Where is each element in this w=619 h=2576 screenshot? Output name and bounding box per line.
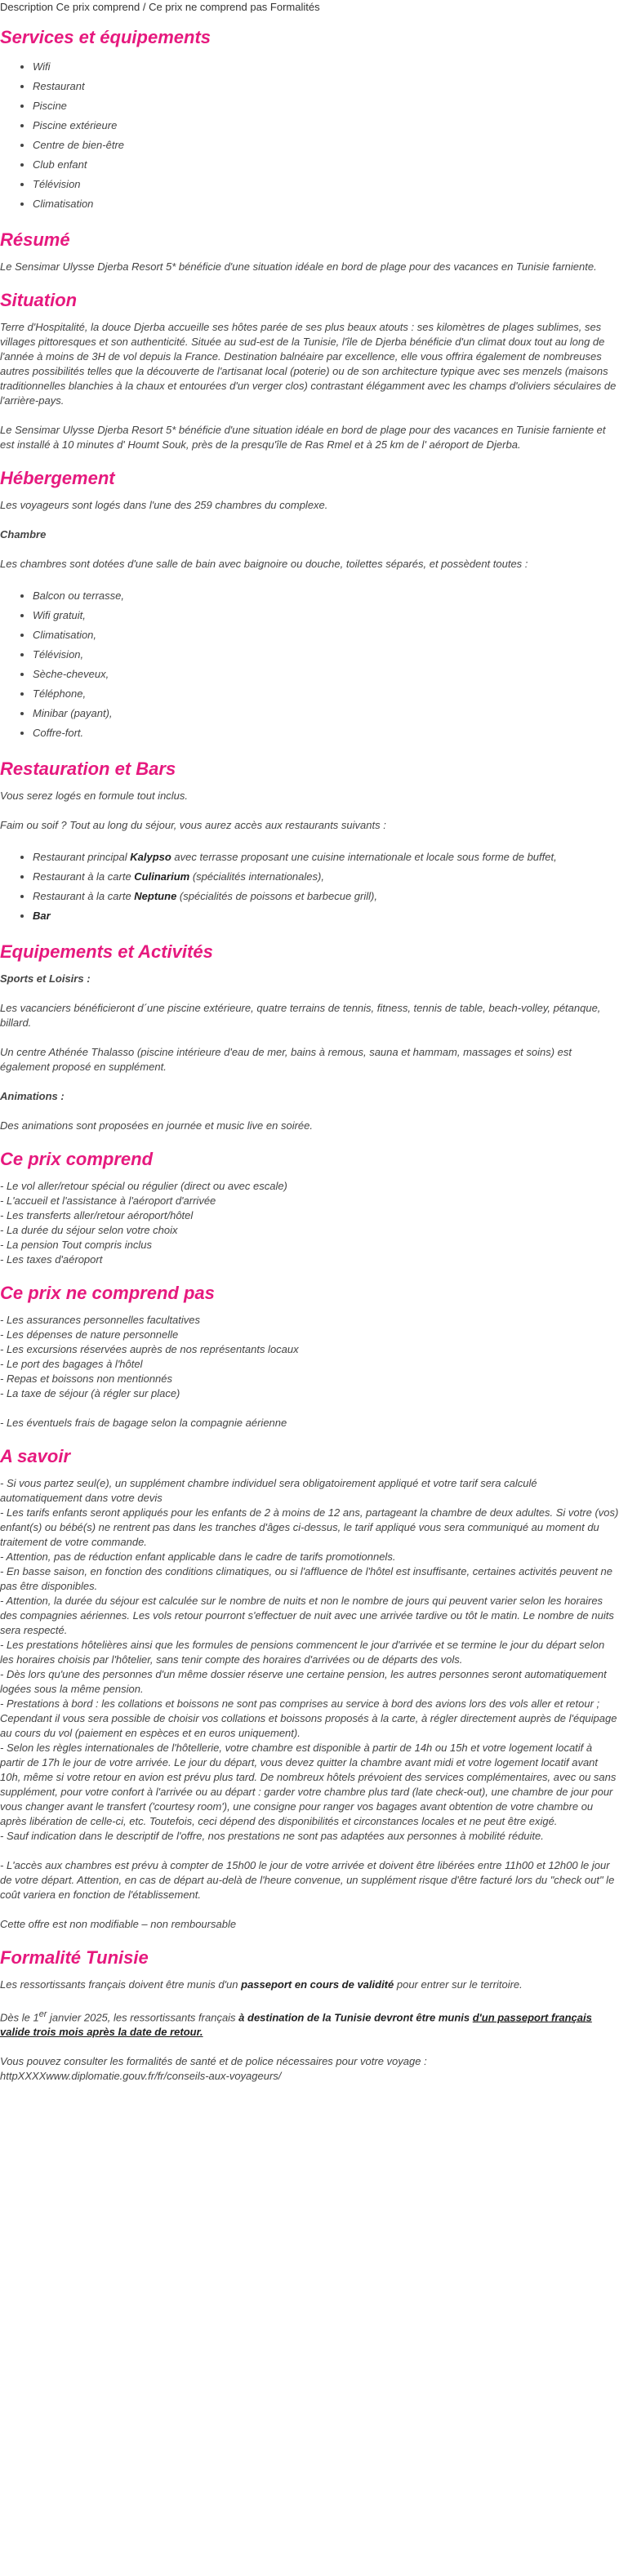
savoir-line: - Attention, pas de réduction enfant applicable dans le cadre de tarifs promotionnels. (0, 1550, 396, 1563)
amenity-item: • Télévision, (33, 645, 619, 665)
excluded-item: - Les assurances personnelles facultatives (0, 1314, 200, 1326)
savoir-line: - Si vous partez seul(e), un supplément chambre individuel sera obligatoirement appliqué et votre tarif sera calculé automatiquement dans votre devis (0, 1477, 537, 1504)
savoir-title: A savoir (0, 1446, 71, 1466)
excluded-item: - Repas et boissons non mentionnés (0, 1373, 173, 1385)
services-title: Services et équipements (0, 27, 212, 47)
formalite-text: pour entrer sur le territoire. (394, 1978, 523, 1991)
restauration-title: Restauration et Bars (0, 759, 176, 779)
restaurant-item: • Bar (33, 906, 619, 926)
excluded-item: - Le port des bagages à l'hôtel (0, 1358, 143, 1370)
restauration-intro: Faim ou soif ? Tout au long du séjour, vous aurez accès aux restaurants suivants : (0, 819, 386, 831)
formalite-consult (0, 2054, 619, 2084)
excluded-item: - Les excursions réservées auprès de nos représentants locaux (0, 1343, 299, 1355)
equipements-title: Equipements et Activités (0, 941, 213, 962)
ne-comprend-extra: - Les éventuels frais de bagage selon la compagnie aérienne (0, 1417, 287, 1429)
savoir-line: - Attention, la durée du séjour est calculée sur le nombre de nuits et non le nombre de jours qui peuvent varier selon les horaires des compagnies aériennes. Les vols retour pourront s'effectuer de nuit avec une arrivée tardive ou tôt le matin. Le nombre de nuits sera respecté. (0, 1595, 614, 1636)
comprend-list (0, 1179, 619, 1267)
service-item: • Piscine (33, 96, 619, 116)
service-item: • Centre de bien-être (33, 136, 619, 155)
savoir-line: - Prestations à bord : les collations et boissons ne sont pas comprises au service à bord des avions lors des vols aller et retour ; Cependant il vous sera possible de choisir vos collations et boissons proposés à la carte, à régler directement auprès de l'équipage au cours du vol (paiement en espèces et en euros uniquement). (0, 1697, 617, 1739)
formalite-text: Les ressortissants français doivent être munis d'un (0, 1978, 242, 1991)
service-item: • Restaurant (33, 77, 619, 96)
savoir-paragraph-1 (0, 1476, 619, 1844)
amenity-item: • Sèche-cheveux, (33, 665, 619, 684)
savoir-line: - Selon les règles internationales de l'hôtellerie, votre chambre est disponible à partir de 14h ou 15h et votre logement locatif à partir de 17h le jour de votre arrivée. Le jour du départ, vous devez quitter la chambre avant midi et votre logement locatif avant 10h, même si votre retour en avion est prévu plus tard. De nombreux hôtels prévoient des services complémentaires, avec ou sans supplément, pour votre confort à l'arrivée ou au départ : garder votre chambre plus tard (late check-out), une chambre de jour pour vous changer avant le transfert ('courtesy room'), une consigne pour ranger vos bagages avant obtention de votre chambre ou après libération de celle-ci, etc. Toutefois, ceci dépend des disponibilités et circonstances locales et ne peut être exigé. (0, 1742, 617, 1827)
included-item: - Le vol aller/retour spécial ou régulier (direct ou avec escale) (0, 1180, 287, 1192)
service-item: • Club enfant (33, 155, 619, 175)
formalite-underline: d'un passeport français valide trois mois après la date de retour. (0, 2011, 592, 2039)
savoir-line: - En basse saison, en fonction des conditions climatiques, ou si l'affluence de l'hôtel est insuffisante, certaines activités peuvent ne pas être disponibles. (0, 1565, 613, 1592)
resume-text: Le Sensimar Ulysse Djerba Resort 5* bénéficie d'une situation idéale en bord de plage pour des vacances en Tunisie farniente. (0, 260, 597, 273)
savoir-line: - Les tarifs enfants seront appliqués pour les enfants de 2 à moins de 12 ans, partageant la chambre de deux adultes. Si votre (vos) enfant(s) ou bébé(s) ne rentrent pas dans les tranches d'âges ci-dessus, le tarif appliqué vous sera communiqué au moment du traitement de votre commande. (0, 1506, 619, 1548)
animations-subtitle: Animations : (0, 1090, 65, 1102)
savoir-line: - Les prestations hôtelières ainsi que les formules de pensions commencent le jour d'arrivée et se termine le jour du départ selon les horaires choisis par l'hôtelier, sans tenir compte des horaires d'arrivées ou de départs des vols. (0, 1639, 605, 1666)
formalite-sup: er (38, 2009, 47, 2019)
chambre-amenities-list (0, 586, 619, 743)
amenity-item: • Téléphone, (33, 684, 619, 704)
included-item: - L'accueil et l'assistance à l'aéroport d'arrivée (0, 1195, 216, 1207)
restaurants-list (0, 848, 619, 926)
excluded-item: - Les dépenses de nature personnelle (0, 1328, 179, 1341)
ne-comprend-list (0, 1313, 619, 1401)
hebergement-intro: Les voyageurs sont logés dans l'une des 259 chambres du complexe. (0, 499, 328, 511)
formalite-text: Vous pouvez consulter les formalités de santé et de police nécessaires pour votre voyage : (0, 2055, 427, 2068)
resume-title: Résumé (0, 229, 70, 250)
service-item: • Piscine extérieure (33, 116, 619, 136)
services-list (0, 57, 619, 214)
included-item: - Les taxes d'aéroport (0, 1253, 103, 1266)
formalite-bold: passeport en cours de validité (241, 1978, 394, 1991)
savoir-paragraph-2: - L'accès aux chambres est prévu à compter de 15h00 le jour de votre arrivée et doivent être libérées entre 11h00 et 12h00 le jour de votre départ. Attention, en cas de départ au-delà de l'heure convenue, un supplément risque d'être facturé lors du "check out" le coût variera en fonction de l'établissement. (0, 1859, 615, 1901)
animations-text: Des animations sont proposées en journée et music live en soirée. (0, 1119, 313, 1132)
restaurant-item: • Restaurant à la carte Culinarium (spécialités internationales), (33, 867, 619, 887)
included-item: - Les transferts aller/retour aéroport/hôtel (0, 1209, 194, 1221)
restaurant-item: • Restaurant principal Kalypso avec terrasse proposant une cuisine internationale et locale sous forme de buffet, (33, 848, 619, 867)
formalite-text: Dès le 1 (0, 2011, 39, 2024)
hebergement-title: Hébergement (0, 468, 115, 488)
savoir-line: - Sauf indication dans le descriptif de l'offre, nos prestations ne sont pas adaptées aux personnes à mobilité réduite. (0, 1830, 544, 1842)
included-item: - La durée du séjour selon votre choix (0, 1224, 178, 1236)
chambre-subtitle: Chambre (0, 528, 47, 541)
amenity-item: • Minibar (payant), (33, 704, 619, 723)
amenity-item: • Balcon ou terrasse, (33, 586, 619, 606)
formalite-text: janvier 2025, les ressortissants français (47, 2011, 239, 2024)
restaurant-item: • Restaurant à la carte Neptune (spécialités de poissons et barbecue grill), (33, 887, 619, 906)
formalite-title: Formalité Tunisie (0, 1947, 149, 1968)
comprend-title: Ce prix comprend (0, 1149, 154, 1169)
amenity-item: • Climatisation, (33, 625, 619, 645)
situation-paragraph-1: Terre d'Hospitalité, la douce Djerba accueille ses hôtes parée de ses plus beaux atouts : ses kilomètres de plages sublimes, ses villages pittoresques et son authenticité. Située au sud-est de la Tunisie, l'île de Djerba bénéficie d'un climat doux tout au long de l'année à moins de 3H de vol depuis la France. Destination balnéaire par excellence, elle vous offrira également de nombreuses autres possibilités telles que la découverte de l'artisanat local (poterie) ou de son architecture typique avec ses menzels (maisons traditionnelles blanchies à la chaux et entourées d'un verger clos) contrastant élégamment avec les champs d'oliviers séculaires de l'arrière-pays. (0, 321, 617, 407)
formalite-bold: à destination de la Tunisie devront être munis (238, 2011, 473, 2024)
thalasso-text: Un centre Athénée Thalasso (piscine intérieure d'eau de mer, bains à remous, sauna et hammam, massages et soins) est également proposé en supplément. (0, 1046, 572, 1073)
situation-title: Situation (0, 290, 78, 310)
ne-comprend-title: Ce prix ne comprend pas (0, 1283, 215, 1303)
sports-text: Les vacanciers bénéficieront d´une piscine extérieure, quatre terrains de tennis, fitness, tennis de table, beach-volley, pétanque, billard. (0, 1002, 601, 1029)
situation-paragraph-2: Le Sensimar Ulysse Djerba Resort 5* bénéficie d'une situation idéale en bord de plage pour des vacances en Tunisie farniente et est installé à 10 minutes d' Houmt Souk, près de la presqu'île de Ras Rmel et à 25 km de l' aéroport de Djerba. (0, 424, 606, 451)
service-item: • Télévision (33, 175, 619, 194)
excluded-item: - La taxe de séjour (à régler sur place) (0, 1387, 180, 1399)
amenity-item: • Wifi gratuit, (33, 606, 619, 625)
formalite-passport (0, 1978, 619, 1992)
tab-bar[interactable]: Description Ce prix comprend / Ce prix ne comprend pas Formalités (0, 1, 320, 13)
savoir-paragraph-3: Cette offre est non modifiable – non remboursable (0, 1918, 237, 1930)
service-item: • Wifi (33, 57, 619, 77)
amenity-item: • Coffre-fort. (33, 723, 619, 743)
service-item: • Climatisation (33, 194, 619, 214)
savoir-line: - Dès lors qu'une des personnes d'un même dossier réserve une certaine pension, les autres personnes seront automatiquement logées sous la même pension. (0, 1668, 607, 1695)
restauration-formula: Vous serez logés en formule tout inclus. (0, 790, 189, 802)
included-item: - La pension Tout compris inclus (0, 1239, 152, 1251)
diplomatie-link[interactable]: httpXXXXwww.diplomatie.gouv.fr/fr/conseils-aux-voyageurs/ (0, 2070, 282, 2083)
chambre-description: Les chambres sont dotées d'une salle de bain avec baignoire ou douche, toilettes séparés, et possèdent toutes : (0, 558, 528, 570)
sports-subtitle: Sports et Loisirs : (0, 972, 91, 985)
formalite-2025 (0, 2007, 619, 2040)
